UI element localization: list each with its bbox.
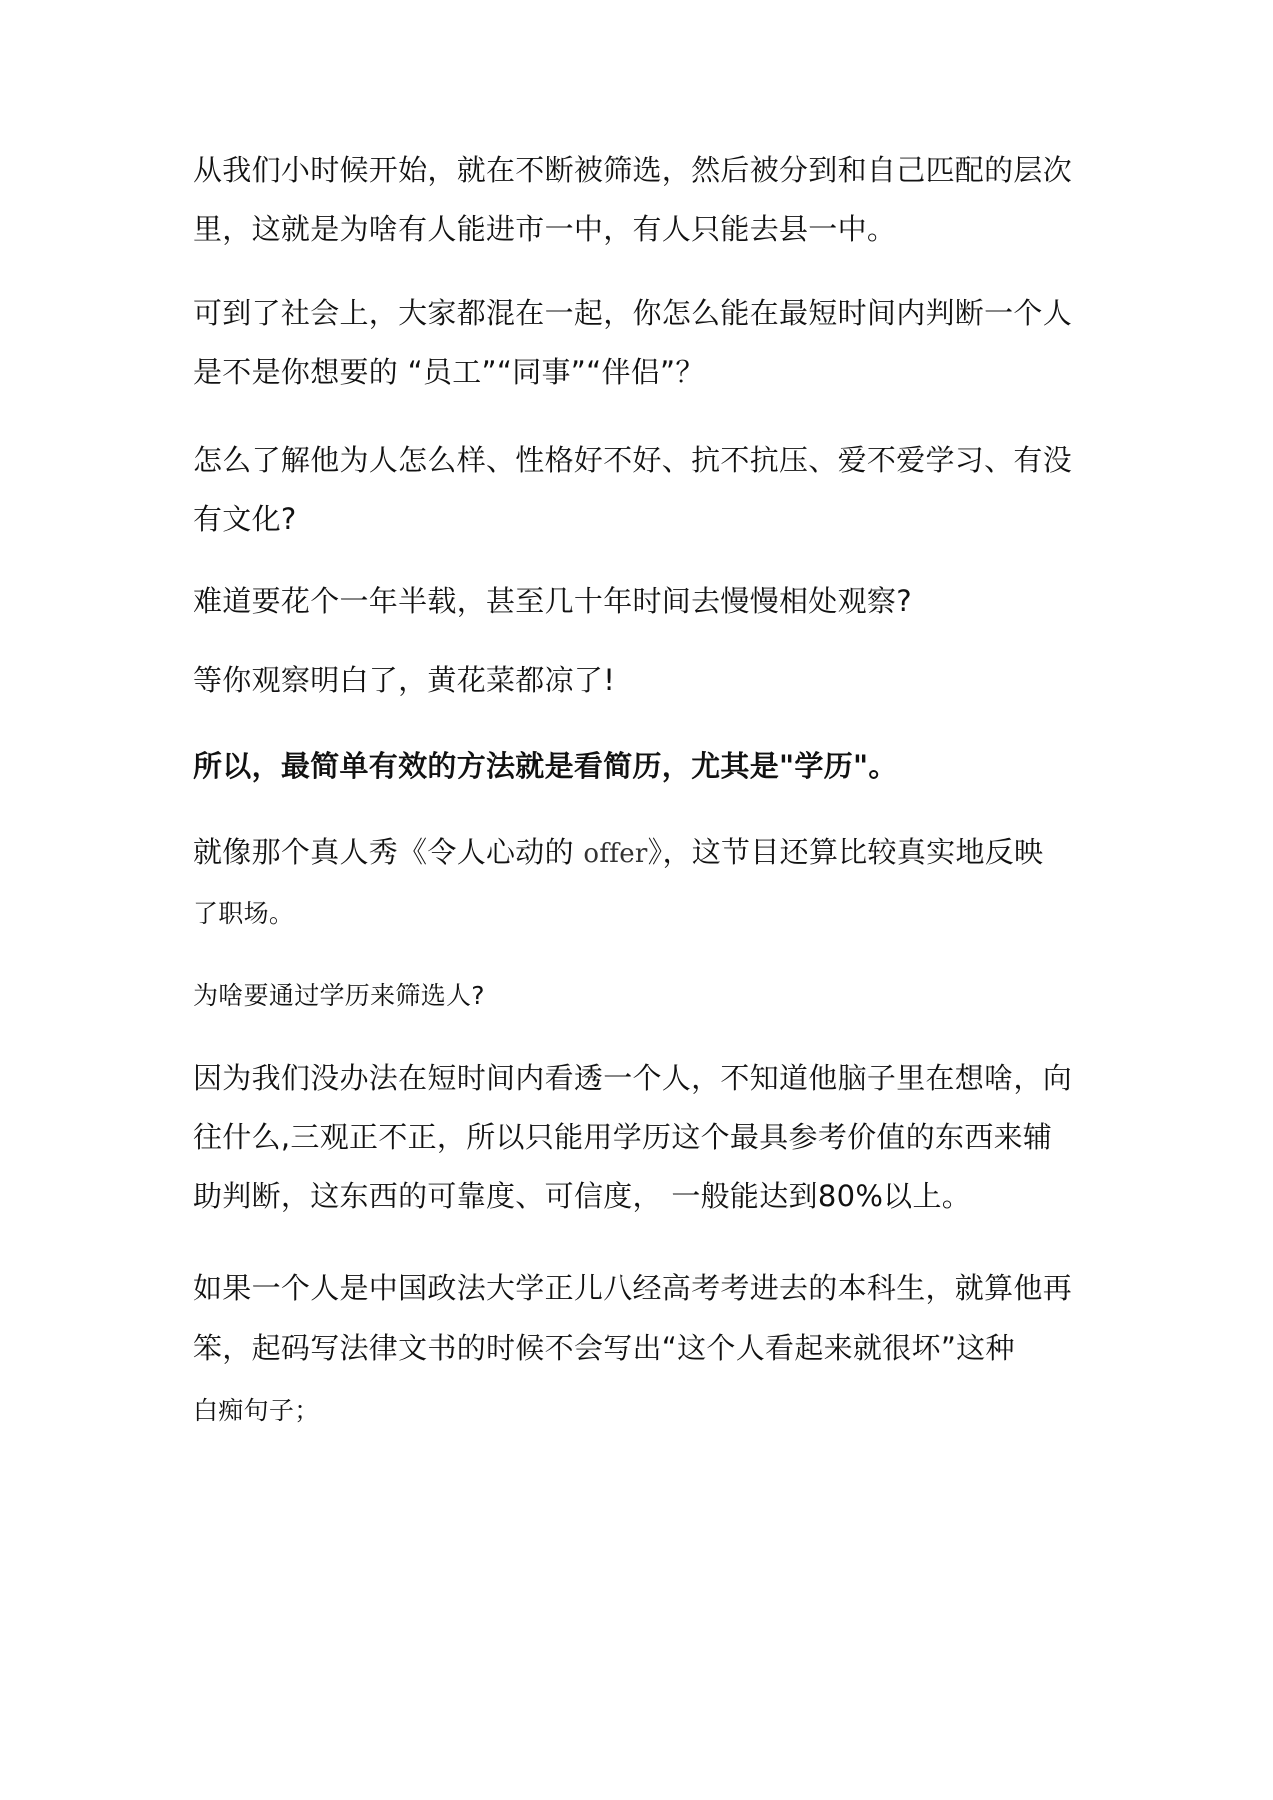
paragraph-2-line-1: 可到了社会上，大家都混在一起，你怎么能在最短时间内判断一个人 (193, 296, 1073, 330)
paragraph-10-line-1: 如果一个人是中国政法大学正儿八经高考考进去的本科生，就算他再 (193, 1271, 1073, 1305)
paragraph-9-line-1: 因为我们没办法在短时间内看透一个人，不知道他脑子里在想啥，向 (193, 1061, 1073, 1095)
paragraph-1-line-1: 从我们小时候开始，就在不断被筛选，然后被分到和自己匹配的层次 (193, 153, 1073, 187)
paragraph-1-line-2: 里，这就是为啥有人能进市一中，有人只能去县一中。 (193, 212, 897, 246)
paragraph-10-line-3: 白痴句子； (193, 1396, 320, 1425)
paragraph-3-line-1: 怎么了解他为人怎么样、性格好不好、抗不抗压、爱不爱学习、有没 (193, 443, 1073, 477)
paragraph-5: 等你观察明白了，黄花菜都凉了! (193, 663, 616, 697)
paragraph-9-line-2: 往什么,三观正不正，所以只能用学历这个最具参考价值的东西来辅 (193, 1120, 1053, 1154)
paragraph-8: 为啥要通过学历来筛选人? (193, 981, 485, 1010)
paragraph-3-line-2: 有文化? (193, 502, 297, 536)
paragraph-4: 难道要花个一年半载，甚至几十年时间去慢慢相处观察? (193, 584, 912, 618)
paragraph-10-line-2: 笨，起码写法律文书的时候不会写出“这个人看起来就很坏”这种 (193, 1331, 1015, 1365)
paragraph-9-line-3: 助判断，这东西的可靠度、可信度， 一般能达到80%以上。 (193, 1179, 972, 1213)
paragraph-7-line-1 (193, 832, 1093, 874)
paragraph-7-suffix: 》，这节目还算比较真实地反映 (647, 835, 1044, 869)
paragraph-2-line-2: 是不是你想要的 “员工”“同事”“伴侣”？ (193, 355, 705, 389)
paragraph-7-line-2: 了职场。 (193, 899, 295, 928)
paragraph-6-emphasis: 所以，最简单有效的方法就是看简历，尤其是"学历"。 (193, 749, 898, 783)
paragraph-7-offer: offer (583, 839, 648, 869)
paragraph-7-prefix: 就像那个真人秀《令人心动的 (193, 835, 584, 869)
